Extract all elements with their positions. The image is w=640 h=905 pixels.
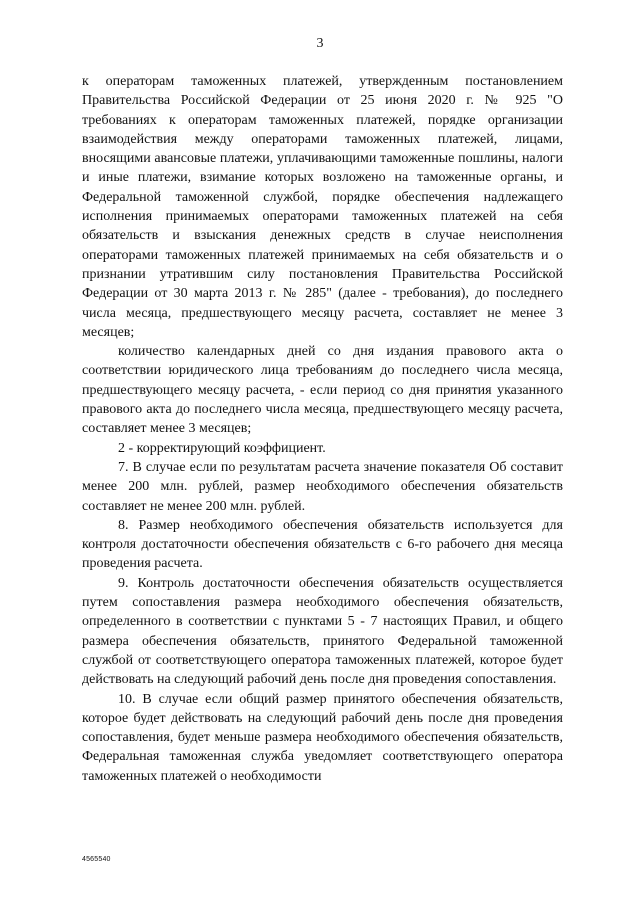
paragraph-coefficient: 2 - корректирующий коэффициент. (118, 440, 326, 456)
document-code: 4565540 (82, 856, 111, 863)
paragraph-item-8: 8. Размер необходимого обеспечения обязательств используется для контроля достаточности обеспечения обязательств с 6-го рабочего дня месяца проведения расчета. (82, 517, 563, 572)
paragraph-item-7: 7. В случае если по результатам расчета значение показателя Об составит менее 200 млн. рублей, размер необходимого обеспечения обязательств составляет не менее 200 млн. рублей. (82, 459, 563, 514)
paragraph-item-10: 10. В случае если общий размер принятого обеспечения обязательств, которое будет действовать на следующий рабочий день после дня проведения сопоставления, будет меньше размера необходимого обеспечения обязательств, Федеральная таможенная служба уведомляет соответствующего оператора таможенных платежей о необходимости (82, 691, 563, 784)
document-body (82, 72, 563, 786)
paragraph-continuation: к операторам таможенных платежей, утвержденным постановлением Правительства Российской Федерации от 25 июня 2020 г. № 925 "О требованиях к операторам таможенных платежей, порядке организации взаимодействия между операторами таможенных платежей, лицами, вносящими авансовые платежи, уплачивающими таможенные пошлины, налоги и иные платежи, взимание которых возложено на таможенные органы, и Федеральной таможенной службой, порядке обеспечения надлежащего исполнения принимаемых операторами таможенных платежей на себя обязательств и взыскания денежных средств в случае неисполнения операторами таможенных платежей принимаемых на себя обязательств и о признании утратившим силу постановления Правительства Российской Федерации от 30 марта 2013 г. № 285" (далее - требования), до последнего числа месяца, предшествующего месяцу расчета, составляет не менее 3 месяцев; (82, 74, 563, 340)
page-number: 3 (316, 36, 324, 51)
paragraph-item-9: 9. Контроль достаточности обеспечения обязательств осуществляется путем сопоставления размера необходимого обеспечения обязательств, определенного в соответствии с пунктами 5 - 7 настоящих Правил, и общего размера обеспечения обязательств, принятого Федеральной таможенной службой от соответствующего оператора таможенных платежей, которое будет действовать на следующий рабочий день после дня проведения сопоставления. (82, 575, 563, 688)
paragraph-calendar-days: количество календарных дней со дня издания правового акта о соответствии юридического лица требованиям до последнего числа месяца, предшествующего месяцу расчета, - если период со дня принятия указанного правового акта до последнего числа месяца, предшествующего месяцу расчета, составляет менее 3 месяцев; (82, 344, 563, 437)
